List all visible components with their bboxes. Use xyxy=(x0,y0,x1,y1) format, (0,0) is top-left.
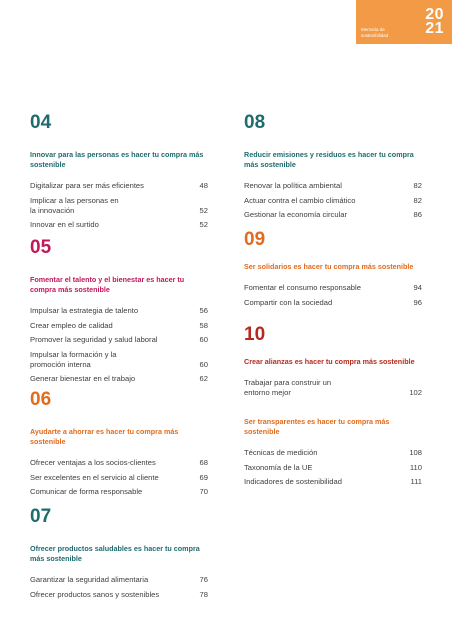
toc-section-10 xyxy=(244,325,422,403)
toc-entry[interactable] xyxy=(30,220,208,230)
toc-entry-page: 108 xyxy=(409,448,422,457)
toc-entry-title: Ser excelentes en el servicio al cliente xyxy=(30,472,159,482)
toc-entry[interactable] xyxy=(30,196,208,216)
year-top: 20 xyxy=(425,6,444,23)
toc-entry-page: 48 xyxy=(199,181,208,190)
toc-entry-title: Renovar la política ambiental xyxy=(244,181,342,190)
toc-entry[interactable] xyxy=(30,335,208,345)
toc-entry-title: Gestionar la economía circular xyxy=(244,210,347,219)
toc-section-05 xyxy=(30,238,208,389)
report-year-badge xyxy=(356,0,452,44)
section-number: 05 xyxy=(30,237,52,258)
toc-section-07 xyxy=(30,507,208,604)
toc-entry-page: 60 xyxy=(199,335,208,344)
toc-entry[interactable] xyxy=(30,575,208,585)
section-number: 04 xyxy=(30,112,52,133)
section-subtitle: Ser solidarios es hacer tu compra más sostenible xyxy=(244,262,414,271)
toc-entry[interactable] xyxy=(244,283,422,293)
year-bottom: 21 xyxy=(425,20,444,37)
toc-entry-page: 52 xyxy=(199,220,208,229)
toc-entry-page: 56 xyxy=(199,306,208,315)
toc-entry-page: 82 xyxy=(413,195,422,205)
toc-entry-page: 69 xyxy=(199,472,208,482)
toc-entry-title: Promover la seguridad y salud laboral xyxy=(30,335,158,344)
section-subtitle: Ofrecer productos saludables es hacer tu compra más sostenible xyxy=(30,544,200,563)
toc-entry[interactable] xyxy=(30,374,208,384)
section-subtitle: Reducir emisiones y residuos es hacer tu compra más sostenible xyxy=(244,150,414,169)
toc-entry-title: Indicadores de sostenibilidad xyxy=(244,477,342,486)
toc-entry-page: 94 xyxy=(413,283,422,292)
toc-entry[interactable] xyxy=(30,321,208,331)
toc-entry[interactable] xyxy=(30,181,208,191)
toc-entry-page: 86 xyxy=(413,210,422,219)
toc-entry-title: Impulsar la estrategia de talento xyxy=(30,306,139,315)
toc-entry-page: 110 xyxy=(409,462,422,472)
toc-entry[interactable] xyxy=(30,487,208,497)
toc-entry[interactable] xyxy=(30,306,208,316)
toc-entry-title: Fomentar el consumo responsable xyxy=(244,283,361,292)
toc-entry-title: Innovar en el surtido xyxy=(30,220,99,229)
section-subtitle: Innovar para las personas es hacer tu compra más sostenible xyxy=(30,150,204,169)
toc-entry-title: Trabajar para construir un entorno mejor xyxy=(244,378,332,397)
toc-entry-page: 96 xyxy=(413,297,422,307)
section-number: 07 xyxy=(30,506,52,527)
section-number: 08 xyxy=(244,112,266,133)
toc-entry-page: 76 xyxy=(199,575,208,584)
toc-section-04 xyxy=(30,113,208,235)
toc-entry-page: 111 xyxy=(410,477,422,486)
toc-entry[interactable] xyxy=(244,463,422,473)
toc-entry[interactable] xyxy=(244,181,422,191)
toc-entry-title: Taxonomía de la UE xyxy=(244,462,313,472)
toc-entry[interactable] xyxy=(244,298,422,308)
section-number: 06 xyxy=(30,389,52,410)
toc-entry[interactable] xyxy=(30,350,208,370)
section-subtitle: Fomentar el talento y el bienestar es hacer tu compra más sostenible xyxy=(30,275,185,294)
toc-entry-title: Ofrecer productos sanos y sostenibles xyxy=(30,589,160,599)
toc-entry-page: 82 xyxy=(413,181,422,190)
toc-entry-page: 78 xyxy=(199,589,208,599)
toc-entry-title: Digitalizar para ser más eficientes xyxy=(30,181,144,190)
toc-entry-title: Actuar contra el cambio climático xyxy=(244,195,356,205)
toc-entry-page: 52 xyxy=(199,205,208,215)
toc-entry-title: Generar bienestar en el trabajo xyxy=(30,374,136,383)
toc-entry[interactable] xyxy=(244,477,422,487)
toc-entry[interactable] xyxy=(244,210,422,220)
toc-entry[interactable] xyxy=(244,378,422,398)
toc-entry[interactable] xyxy=(30,590,208,600)
report-label: Memoria de sostenibilidad xyxy=(361,27,389,38)
toc-entry-page: 58 xyxy=(199,320,208,330)
toc-entry[interactable] xyxy=(30,458,208,468)
toc-entry-page: 68 xyxy=(199,458,208,467)
toc-entry-title: Técnicas de medición xyxy=(244,448,318,457)
section-subtitle: Ayudarte a ahorrar es hacer tu compra más sostenible xyxy=(30,427,179,446)
toc-section-06 xyxy=(30,390,208,502)
toc-entry[interactable] xyxy=(30,473,208,483)
toc-section-transparency xyxy=(244,417,422,492)
section-subtitle: Ser transparentes es hacer tu compra más sostenible xyxy=(244,417,390,436)
toc-entry-title: Compartir con la sociedad xyxy=(244,297,333,307)
toc-section-08 xyxy=(244,113,422,225)
toc-entry-page: 70 xyxy=(199,487,208,496)
toc-entry-title: Comunicar de forma responsable xyxy=(30,487,143,496)
section-number: 10 xyxy=(244,324,266,345)
toc-entry-title: Implicar a las personas en la innovación xyxy=(30,195,119,215)
section-number: 09 xyxy=(244,229,266,250)
toc-entry-page: 60 xyxy=(199,359,208,369)
toc-entry-page: 102 xyxy=(409,388,422,397)
toc-entry[interactable] xyxy=(244,448,422,458)
toc-entry-title: Ofrecer ventajas a los socios-clientes xyxy=(30,458,156,467)
toc-section-09 xyxy=(244,230,422,312)
toc-entry-title: Impulsar la formación y la promoción interna xyxy=(30,349,117,369)
toc-entry-title: Garantizar la seguridad alimentaria xyxy=(30,575,149,584)
section-subtitle: Crear alianzas es hacer tu compra más sostenible xyxy=(244,357,415,366)
toc-entry-page: 62 xyxy=(199,374,208,383)
toc-entry[interactable] xyxy=(244,196,422,206)
report-year xyxy=(425,8,444,36)
toc-entry-title: Crear empleo de calidad xyxy=(30,320,113,330)
